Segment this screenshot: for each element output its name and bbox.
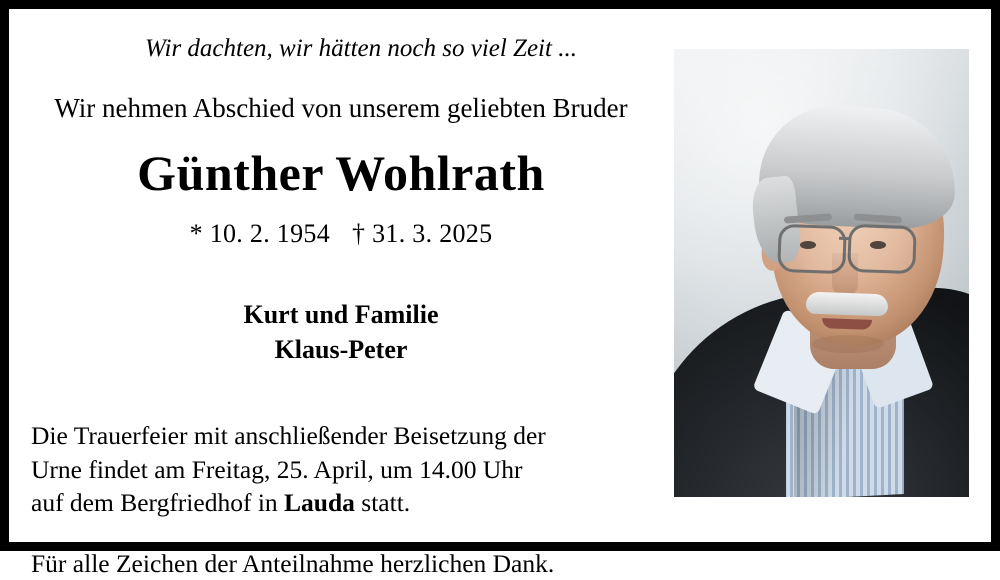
ceremony-line-prefix: auf dem Bergfriedhof in: [31, 488, 285, 518]
obituary-photo-column: [651, 27, 969, 532]
life-dates: [31, 219, 651, 249]
moustache-shape: [806, 292, 889, 317]
ceremony-place: Lauda: [284, 488, 355, 518]
intro-line: Wir nehmen Abschied von unserem geliebten Bruder: [54, 92, 628, 123]
birth-date: * 10. 2. 1954: [189, 218, 330, 248]
mouth-shape: [822, 318, 872, 330]
glasses-bridge: [839, 237, 851, 240]
portrait-photo: [674, 49, 969, 497]
death-date: † 31. 3. 2025: [352, 218, 493, 248]
ceremony-line: Die Trauerfeier mit anschließender Beisetzung der: [31, 420, 546, 450]
ceremony-line: [31, 486, 651, 520]
obituary-inner: [9, 9, 991, 578]
thanks-line: Für alle Zeichen der Anteilnahme herzlichen Dank.: [31, 548, 555, 578]
obituary-text-column: [31, 27, 651, 578]
ceremony-line-suffix: statt.: [354, 488, 411, 518]
ceremony-line: Urne findet am Freitag, 25. April, um 14.00 Uhr: [31, 454, 523, 484]
lead-quote: Wir dachten, wir hätten noch so viel Zeit ...: [145, 35, 577, 62]
ceremony-details: [31, 419, 651, 520]
survivor-line: Klaus-Peter: [274, 334, 408, 364]
survivors-block: [31, 297, 651, 367]
chin-shadow: [812, 335, 884, 353]
nose-shape: [832, 253, 858, 297]
deceased-name: Günther Wohlrath: [137, 144, 545, 201]
survivor-line: Kurt und Familie: [243, 299, 439, 329]
